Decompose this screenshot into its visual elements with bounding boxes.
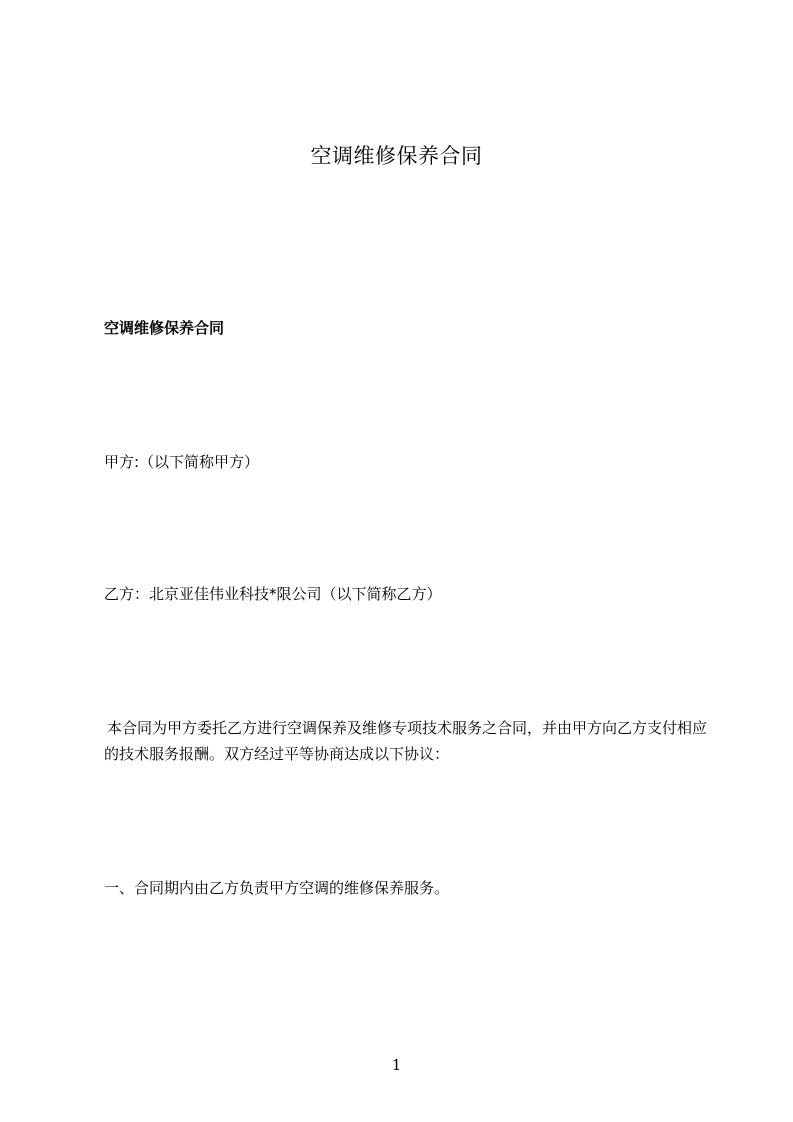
clause-1: 一、合同期内由乙方负责甲方空调的维修保养服务。 [104,879,450,897]
document-title: 空调维修保养合同 [310,144,483,168]
intro-paragraph: 本合同为甲方委托乙方进行空调保养及维修专项技术服务之合同，并由甲方向乙方支付相应的技术服务报酬。双方经过平等协商达成以下协议： [104,719,708,763]
party-b-line: 乙方：北京亚佳伟业科技*限公司（以下简称乙方） [104,585,442,603]
party-a-line: 甲方:（以下简称甲方） [104,453,260,471]
page-number: 1 [391,1056,402,1074]
contract-heading: 空调维修保养合同 [104,319,225,337]
